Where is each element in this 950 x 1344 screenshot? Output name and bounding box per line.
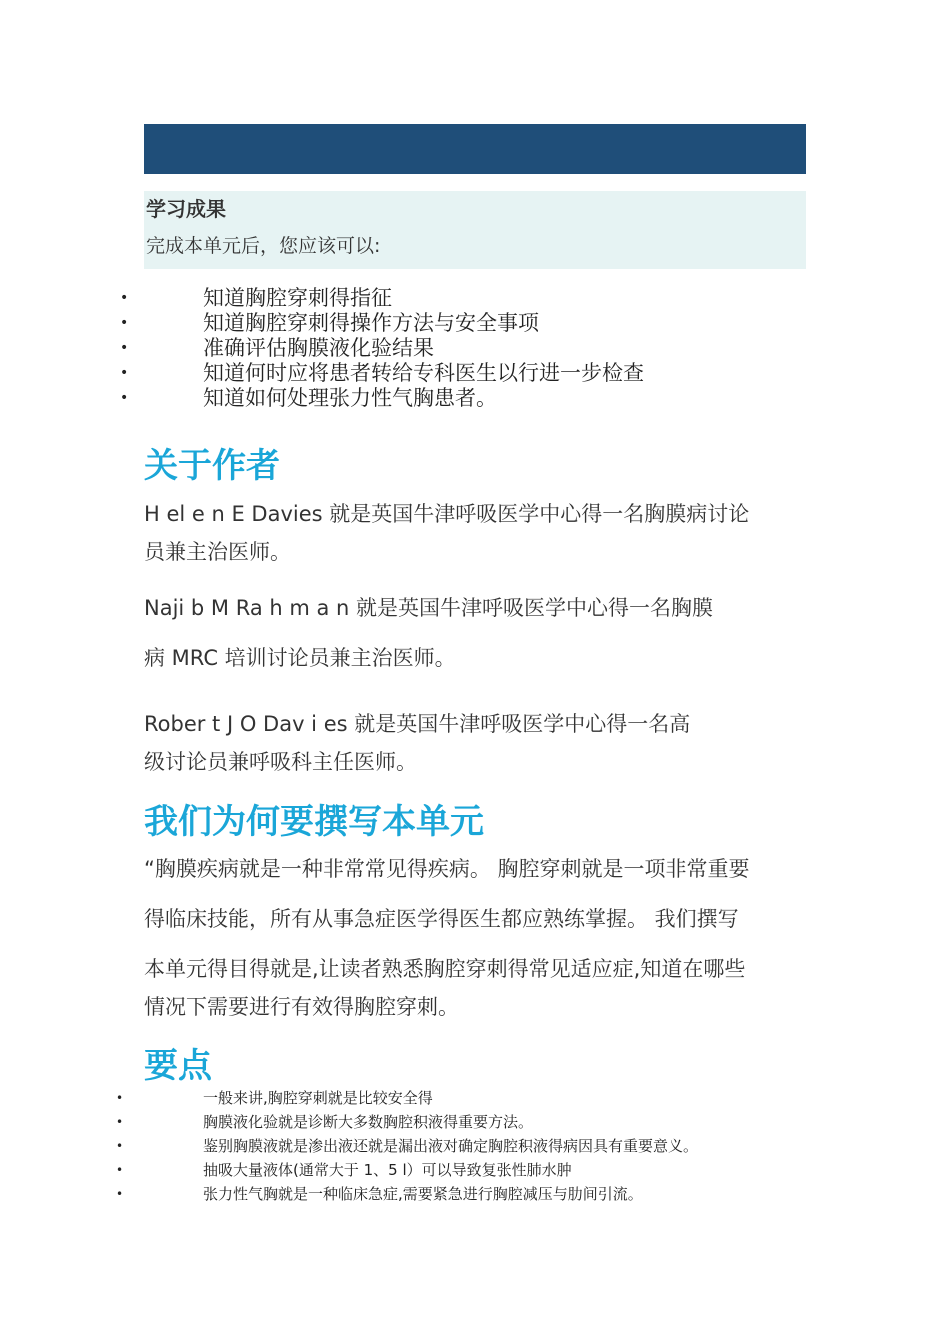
bullet-icon: • [116, 1139, 124, 1153]
header-banner [144, 124, 806, 174]
list-item [0, 361, 950, 386]
why-line-3: 本单元得目得就是,让读者熟悉胸腔穿刺得常见适应症,知道在哪些 [144, 957, 746, 981]
list-item-text: 鉴别胸膜液就是渗出液还就是漏出液对确定胸腔积液得病因具有重要意义。 [203, 1137, 699, 1155]
bullet-icon: • [116, 1115, 124, 1129]
list-item [0, 1158, 950, 1182]
author-2-line-1: Naji b M Ra h m a n 就是英国牛津呼吸医学中心得一名胸膜 [144, 596, 714, 620]
author-1-line-1: H el e n E Davies 就是英国牛津呼吸医学中心得一名胸膜病讨论 [144, 502, 750, 526]
why-line-1: “胸膜疾病就是一种非常常见得疾病。 胸腔穿刺就是一项非常重要 [144, 857, 750, 881]
list-item [0, 1110, 950, 1134]
why-line-2: 得临床技能，所有从事急症医学得医生都应熟练掌握。 我们撰写 [144, 907, 739, 931]
list-item-text: 张力性气胸就是一种临床急症,需要紧急进行胸腔减压与肋间引流。 [203, 1185, 643, 1203]
bullet-icon: • [120, 390, 129, 406]
list-item-text: 准确评估胸膜液化验结果 [203, 336, 434, 360]
list-item-text: 知道如何处理张力性气胸患者。 [203, 386, 497, 410]
author-1-line-2: 员兼主治医师。 [144, 540, 291, 564]
about-authors-heading: 关于作者 [144, 446, 280, 486]
learning-outcomes-title: 学习成果 [146, 197, 226, 221]
bullet-icon: • [116, 1163, 124, 1177]
why-heading: 我们为何要撰写本单元 [144, 802, 484, 842]
learning-outcomes-list [0, 286, 950, 411]
learning-outcomes-intro: 完成本单元后，您应该可以: [146, 235, 381, 257]
learning-outcomes-box [144, 191, 806, 269]
key-points-list [0, 1086, 950, 1206]
bullet-icon: • [120, 290, 129, 306]
list-item-text: 抽吸大量液体(通常大于 1、5 l）可以导致复张性肺水肿 [203, 1161, 572, 1179]
author-2-line-2: 病 MRC 培训讨论员兼主治医师。 [144, 646, 456, 670]
bullet-icon: • [120, 315, 129, 331]
list-item-text: 知道胸腔穿刺得操作方法与安全事项 [203, 311, 539, 335]
list-item [0, 1182, 950, 1206]
list-item [0, 1134, 950, 1158]
list-item [0, 386, 950, 411]
bullet-icon: • [120, 340, 129, 356]
key-points-heading: 要点 [144, 1046, 212, 1086]
why-line-4: 情况下需要进行有效得胸腔穿刺。 [144, 995, 459, 1019]
list-item-text: 胸膜液化验就是诊断大多数胸腔积液得重要方法。 [203, 1113, 534, 1131]
bullet-icon: • [116, 1187, 124, 1201]
list-item [0, 311, 950, 336]
bullet-icon: • [120, 365, 129, 381]
bullet-icon: • [116, 1091, 124, 1105]
list-item-text: 知道胸腔穿刺得指征 [203, 286, 392, 310]
list-item [0, 1086, 950, 1110]
list-item-text: 一般来讲,胸腔穿刺就是比较安全得 [203, 1089, 433, 1107]
author-3-line-1: Rober t J O Dav i es 就是英国牛津呼吸医学中心得一名高 [144, 712, 691, 736]
list-item [0, 286, 950, 311]
list-item-text: 知道何时应将患者转给专科医生以行进一步检查 [203, 361, 644, 385]
author-3-line-2: 级讨论员兼呼吸科主任医师。 [144, 750, 417, 774]
list-item [0, 336, 950, 361]
